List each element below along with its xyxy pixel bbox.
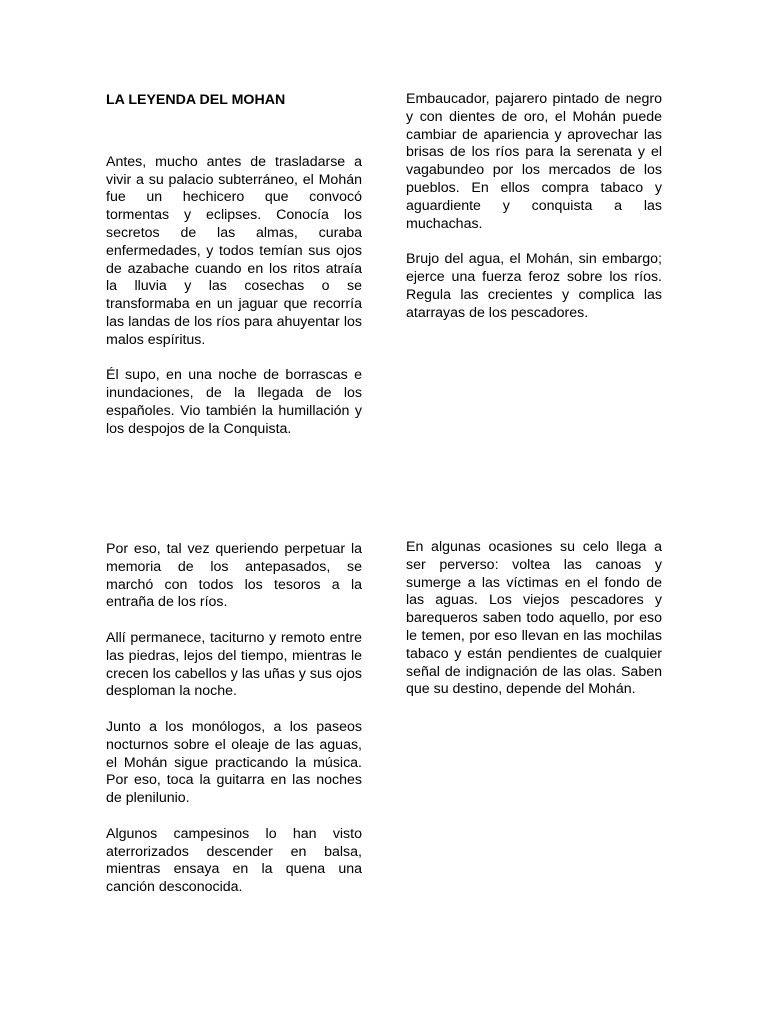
paragraph: Por eso, tal vez queriendo perpetuar la memoria de los antepasados, se marchó con todos los tesoros a la entraña de los ríos. — [106, 541, 362, 611]
column-top-left — [106, 92, 362, 456]
paragraph: Antes, mucho antes de trasladarse a vivir a su palacio subterráneo, el Mohán fue un hechicero que convocó tormentas y eclipses. Conocía los secretos de las almas, curaba enfermedades, y todos temían sus ojos de azabache cuando en los ritos atraía la lluvia y las cosechas o se transformaba en un jaguar que recorría las landas de los ríos para ahuyentar los malos espíritus. — [106, 153, 362, 348]
paragraph: Él supo, en una noche de borrascas e inundaciones, de la llegada de los españoles. Vio también la humillación y los despojos de la Conquista. — [106, 367, 362, 437]
paragraph: Embaucador, pajarero pintado de negro y con dientes de oro, el Mohán puede cambiar de apariencia y aprovechar las brisas de los ríos para la serenata y el vagabundeo por los mercados de los pueblos. En ellos compra tabaco y aguardiente y conquista a las muchachas. — [406, 91, 662, 232]
column-bottom-right — [406, 539, 662, 717]
column-bottom-left — [106, 541, 362, 915]
paragraph: Algunos campesinos lo han visto aterrorizados descender en balsa, mientras ensaya en la quena una canción desconocida. — [106, 825, 362, 896]
document-title: LA LEYENDA DEL MOHAN — [106, 92, 286, 108]
paragraph: Allí permanece, taciturno y remoto entre las piedras, lejos del tiempo, mientras le crecen los cabellos y las uñas y sus ojos desploman la noche. — [106, 629, 362, 700]
paragraph: Junto a los monólogos, a los paseos nocturnos sobre el oleaje de las aguas, el Mohán sigue practicando la música. Por eso, toca la guitarra en las noches de plenilunio. — [106, 718, 362, 807]
paragraph: En algunas ocasiones su celo llega a ser perverso: voltea las canoas y sumerge a las víctimas en el fondo de las aguas. Los viejos pescadores y barequeros saben todo aquello, por eso le temen, por eso llevan en las mochilas tabaco y están pendientes de cualquier señal de indignación de las olas. Saben que su destino, depende del Mohán. — [406, 539, 662, 698]
paragraph: Brujo del agua, el Mohán, sin embargo; ejerce una fuerza feroz sobre los ríos. Regula las crecientes y complica las atarrayas de los pescadores. — [406, 251, 662, 321]
column-top-right — [406, 91, 662, 340]
